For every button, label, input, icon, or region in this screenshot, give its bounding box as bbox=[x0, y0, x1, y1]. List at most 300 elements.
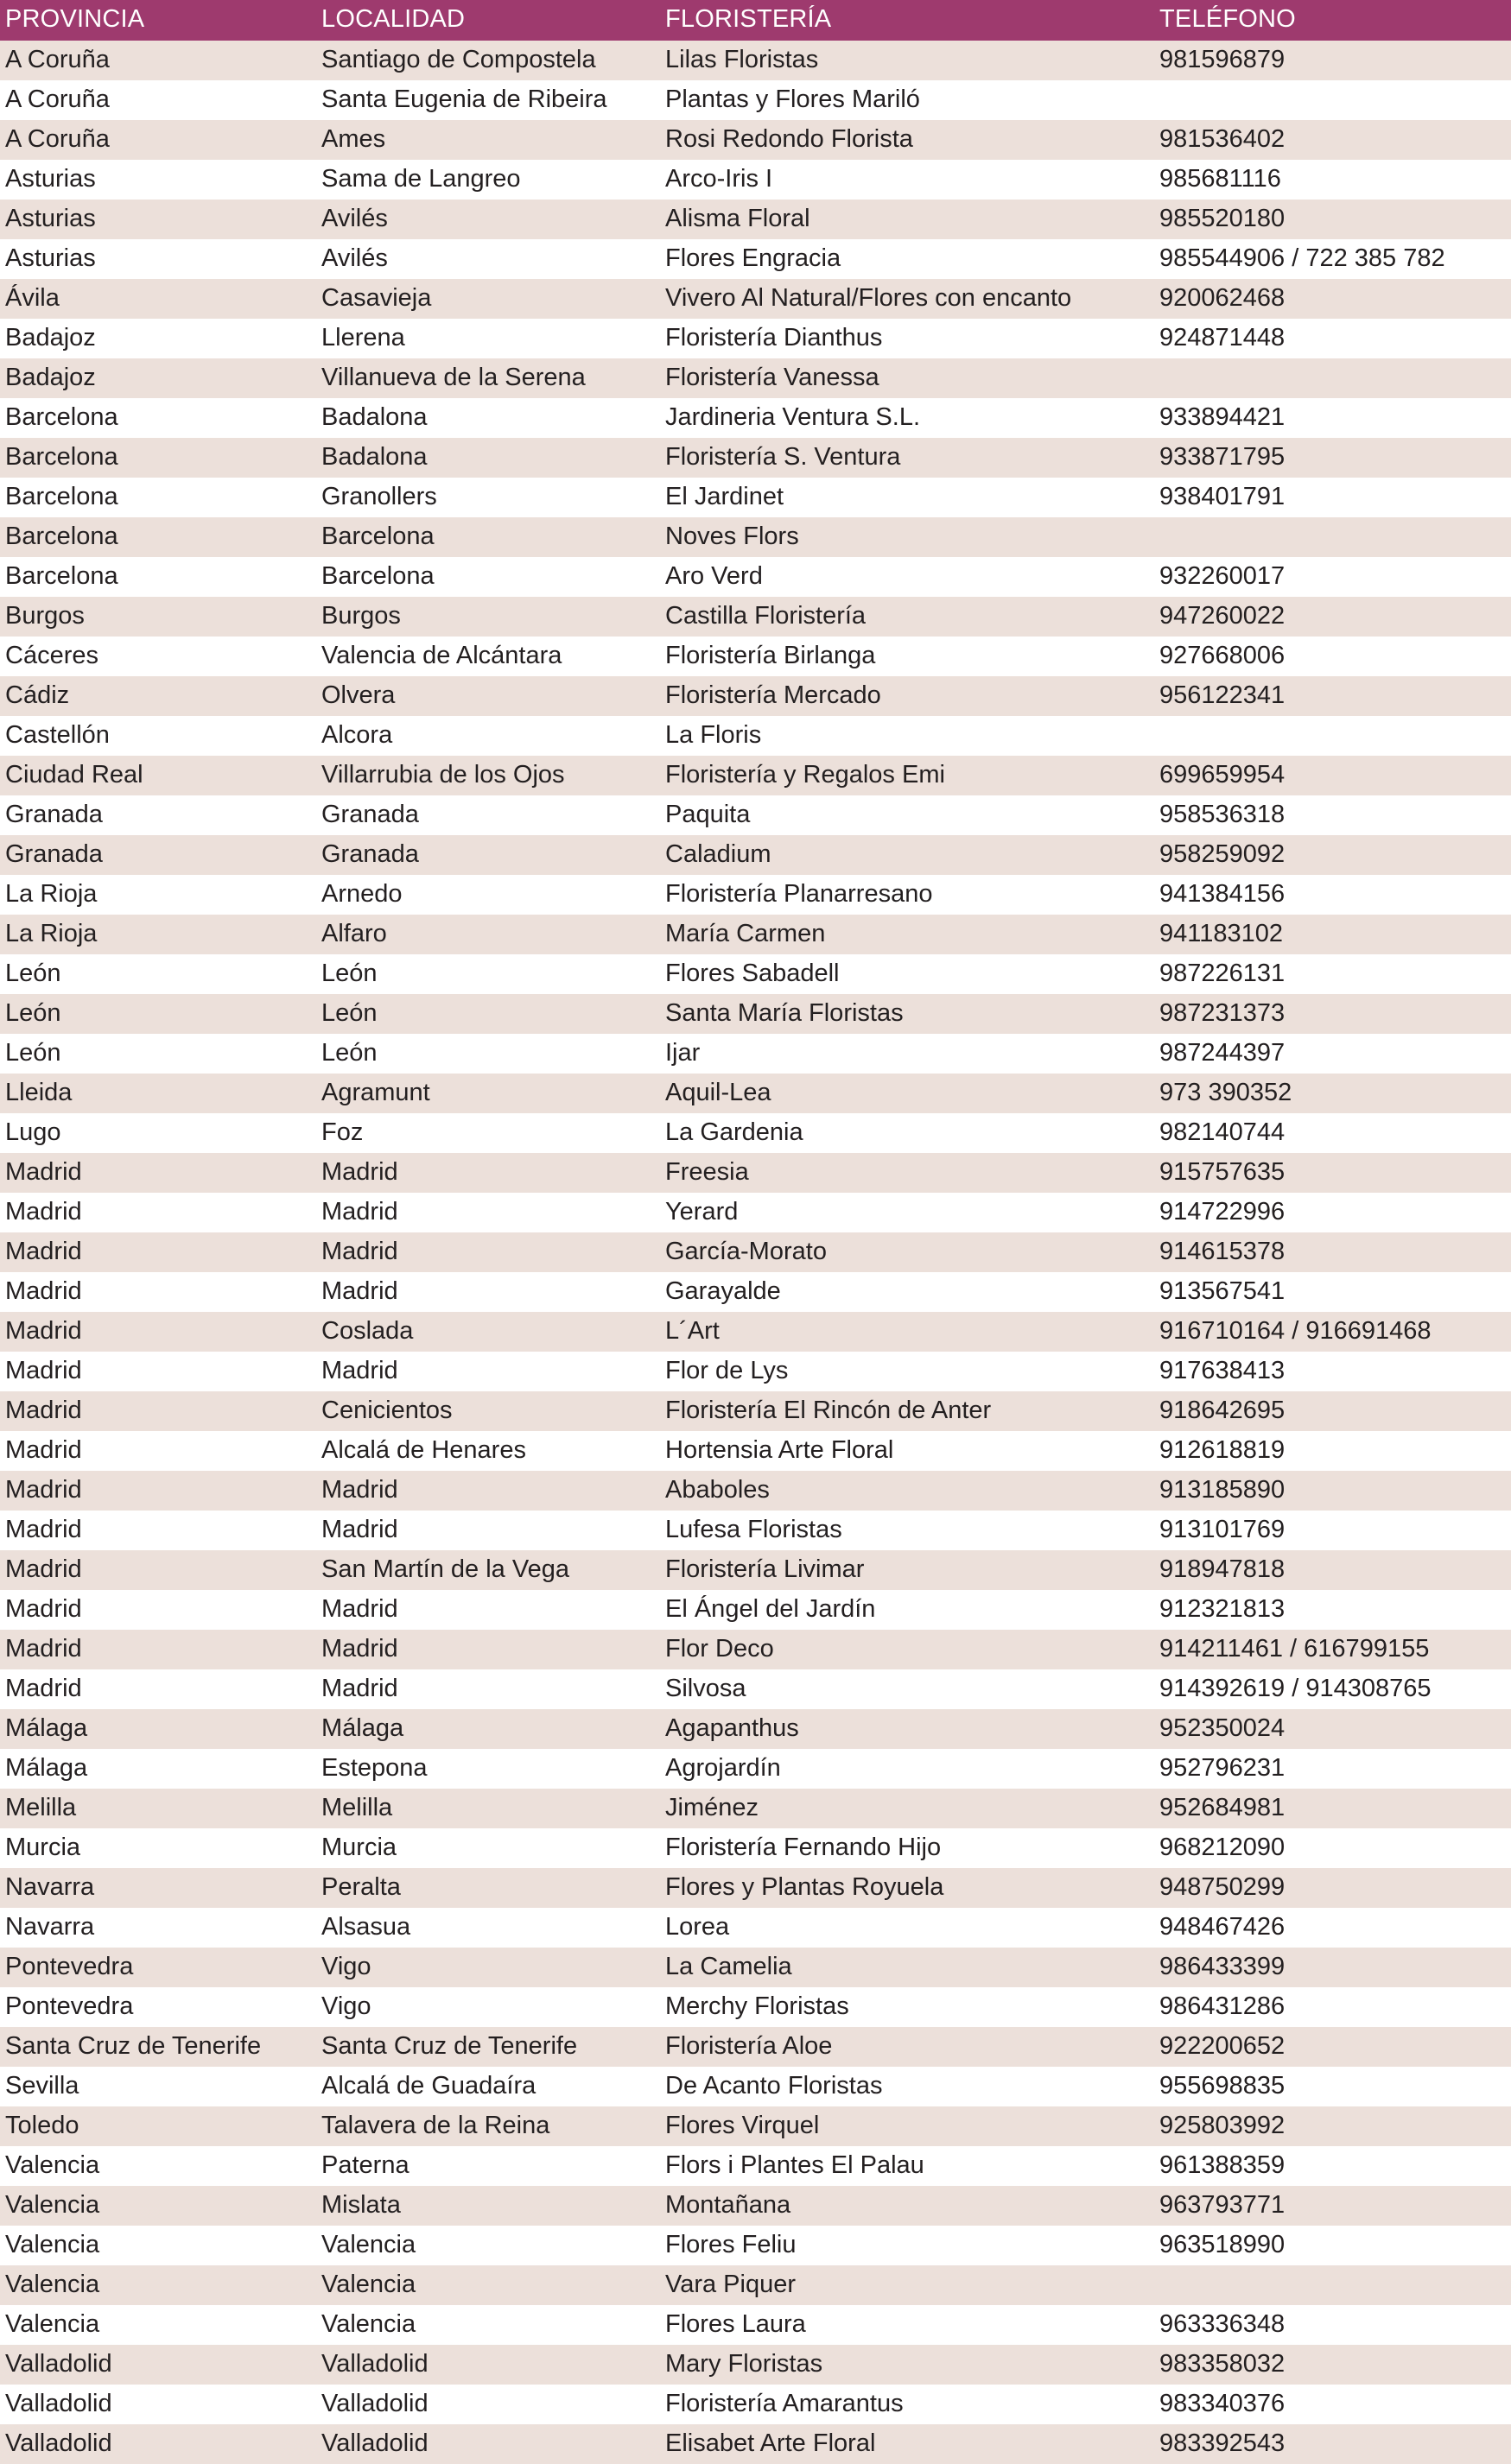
cell-floristeria: García-Morato bbox=[660, 1232, 1154, 1272]
cell-floristeria: Vivero Al Natural/Flores con encanto bbox=[660, 279, 1154, 319]
cell-floristeria: Lufesa Floristas bbox=[660, 1511, 1154, 1550]
cell-floristeria: María Carmen bbox=[660, 915, 1154, 954]
cell-floristeria: Ijar bbox=[660, 1034, 1154, 1074]
cell-floristeria: Flores Engracia bbox=[660, 239, 1154, 279]
cell-provincia: Madrid bbox=[0, 1431, 316, 1471]
cell-floristeria: Alisma Floral bbox=[660, 200, 1154, 239]
cell-floristeria: Paquita bbox=[660, 795, 1154, 835]
cell-localidad: Valencia de Alcántara bbox=[316, 637, 660, 676]
cell-localidad: Avilés bbox=[316, 200, 660, 239]
cell-telefono: 955698835 bbox=[1154, 2067, 1511, 2106]
cell-provincia: Barcelona bbox=[0, 438, 316, 478]
table-row bbox=[0, 1471, 1511, 1511]
table-row bbox=[0, 438, 1511, 478]
table-row bbox=[0, 41, 1511, 80]
cell-telefono: 952796231 bbox=[1154, 1749, 1511, 1789]
cell-floristeria: El Ángel del Jardín bbox=[660, 1590, 1154, 1630]
cell-floristeria: Caladium bbox=[660, 835, 1154, 875]
cell-localidad: Avilés bbox=[316, 239, 660, 279]
cell-provincia: A Coruña bbox=[0, 120, 316, 160]
cell-localidad: Murcia bbox=[316, 1828, 660, 1868]
cell-floristeria: Agapanthus bbox=[660, 1709, 1154, 1749]
cell-telefono: 956122341 bbox=[1154, 676, 1511, 716]
cell-provincia: León bbox=[0, 1034, 316, 1074]
cell-floristeria: L´Art bbox=[660, 1312, 1154, 1352]
table-row bbox=[0, 716, 1511, 756]
table-row bbox=[0, 954, 1511, 994]
cell-provincia: La Rioja bbox=[0, 875, 316, 915]
cell-localidad: Alcalá de Guadaíra bbox=[316, 2067, 660, 2106]
cell-localidad: Estepona bbox=[316, 1749, 660, 1789]
cell-localidad: Valladolid bbox=[316, 2424, 660, 2464]
cell-localidad: Olvera bbox=[316, 676, 660, 716]
cell-floristeria: La Camelia bbox=[660, 1948, 1154, 1987]
cell-provincia: Madrid bbox=[0, 1590, 316, 1630]
cell-telefono: 985544906 / 722 385 782 bbox=[1154, 239, 1511, 279]
cell-floristeria: Aquil-Lea bbox=[660, 1074, 1154, 1113]
cell-provincia: Madrid bbox=[0, 1669, 316, 1709]
cell-provincia: Valencia bbox=[0, 2265, 316, 2305]
cell-provincia: Madrid bbox=[0, 1511, 316, 1550]
table-row bbox=[0, 1948, 1511, 1987]
cell-provincia: Valencia bbox=[0, 2305, 316, 2345]
cell-floristeria: La Floris bbox=[660, 716, 1154, 756]
cell-floristeria: Plantas y Flores Mariló bbox=[660, 80, 1154, 120]
cell-provincia: Barcelona bbox=[0, 478, 316, 517]
table-row bbox=[0, 1352, 1511, 1391]
cell-floristeria: Noves Flors bbox=[660, 517, 1154, 557]
table-row bbox=[0, 120, 1511, 160]
cell-provincia: Valladolid bbox=[0, 2345, 316, 2385]
table-row bbox=[0, 200, 1511, 239]
cell-floristeria: Vara Piquer bbox=[660, 2265, 1154, 2305]
table-row bbox=[0, 2424, 1511, 2464]
cell-provincia: A Coruña bbox=[0, 80, 316, 120]
cell-floristeria: Floristería Aloe bbox=[660, 2027, 1154, 2067]
cell-floristeria: Flores y Plantas Royuela bbox=[660, 1868, 1154, 1908]
cell-localidad: Casavieja bbox=[316, 279, 660, 319]
cell-localidad: Valencia bbox=[316, 2265, 660, 2305]
cell-telefono: 913101769 bbox=[1154, 1511, 1511, 1550]
cell-floristeria: Montañana bbox=[660, 2186, 1154, 2226]
cell-localidad: Alsasua bbox=[316, 1908, 660, 1948]
cell-localidad: Madrid bbox=[316, 1590, 660, 1630]
table-row bbox=[0, 875, 1511, 915]
cell-localidad: León bbox=[316, 954, 660, 994]
table-row bbox=[0, 2067, 1511, 2106]
cell-floristeria: Castilla Floristería bbox=[660, 597, 1154, 637]
table-row bbox=[0, 279, 1511, 319]
table-row bbox=[0, 915, 1511, 954]
table-row bbox=[0, 1550, 1511, 1590]
cell-floristeria: Jiménez bbox=[660, 1789, 1154, 1828]
cell-telefono: 983392543 bbox=[1154, 2424, 1511, 2464]
cell-telefono: 925803992 bbox=[1154, 2106, 1511, 2146]
table-row bbox=[0, 1312, 1511, 1352]
cell-telefono: 912321813 bbox=[1154, 1590, 1511, 1630]
cell-telefono: 958259092 bbox=[1154, 835, 1511, 875]
table-row bbox=[0, 2265, 1511, 2305]
table-row bbox=[0, 1074, 1511, 1113]
cell-telefono: 982140744 bbox=[1154, 1113, 1511, 1153]
cell-telefono: 914211461 / 616799155 bbox=[1154, 1630, 1511, 1669]
table-row bbox=[0, 835, 1511, 875]
table-row bbox=[0, 597, 1511, 637]
cell-floristeria: Flores Virquel bbox=[660, 2106, 1154, 2146]
cell-localidad: Madrid bbox=[316, 1153, 660, 1193]
cell-telefono: 952684981 bbox=[1154, 1789, 1511, 1828]
cell-telefono: 985681116 bbox=[1154, 160, 1511, 200]
table-row bbox=[0, 239, 1511, 279]
cell-telefono: 922200652 bbox=[1154, 2027, 1511, 2067]
cell-localidad: Madrid bbox=[316, 1352, 660, 1391]
table-row bbox=[0, 1113, 1511, 1153]
cell-provincia: Madrid bbox=[0, 1153, 316, 1193]
table-body bbox=[0, 41, 1511, 2464]
table-row bbox=[0, 1153, 1511, 1193]
cell-telefono: 986431286 bbox=[1154, 1987, 1511, 2027]
cell-floristeria: Ababoles bbox=[660, 1471, 1154, 1511]
cell-provincia: Barcelona bbox=[0, 557, 316, 597]
cell-floristeria: Floristería S. Ventura bbox=[660, 438, 1154, 478]
cell-localidad: Madrid bbox=[316, 1193, 660, 1232]
cell-telefono: 938401791 bbox=[1154, 478, 1511, 517]
table-row bbox=[0, 1987, 1511, 2027]
cell-localidad: Valladolid bbox=[316, 2385, 660, 2424]
table-row bbox=[0, 517, 1511, 557]
table-row bbox=[0, 1193, 1511, 1232]
cell-localidad: Ames bbox=[316, 120, 660, 160]
cell-floristeria: Hortensia Arte Floral bbox=[660, 1431, 1154, 1471]
table-row bbox=[0, 319, 1511, 358]
cell-telefono: 913185890 bbox=[1154, 1471, 1511, 1511]
cell-provincia: Sevilla bbox=[0, 2067, 316, 2106]
cell-localidad: Burgos bbox=[316, 597, 660, 637]
cell-provincia: Madrid bbox=[0, 1272, 316, 1312]
cell-localidad: Llerena bbox=[316, 319, 660, 358]
cell-localidad: Vigo bbox=[316, 1948, 660, 1987]
cell-localidad: Granada bbox=[316, 795, 660, 835]
cell-provincia: Barcelona bbox=[0, 517, 316, 557]
cell-localidad: Foz bbox=[316, 1113, 660, 1153]
cell-provincia: Madrid bbox=[0, 1312, 316, 1352]
cell-floristeria: El Jardinet bbox=[660, 478, 1154, 517]
cell-localidad: León bbox=[316, 994, 660, 1034]
cell-floristeria: Flores Sabadell bbox=[660, 954, 1154, 994]
cell-telefono: 912618819 bbox=[1154, 1431, 1511, 1471]
cell-floristeria: Floristería Planarresano bbox=[660, 875, 1154, 915]
cell-telefono: 917638413 bbox=[1154, 1352, 1511, 1391]
table-row bbox=[0, 637, 1511, 676]
cell-floristeria: Jardineria Ventura S.L. bbox=[660, 398, 1154, 438]
cell-provincia: Madrid bbox=[0, 1471, 316, 1511]
cell-provincia: Barcelona bbox=[0, 398, 316, 438]
cell-floristeria: Agrojardín bbox=[660, 1749, 1154, 1789]
cell-telefono: 941384156 bbox=[1154, 875, 1511, 915]
cell-telefono: 918642695 bbox=[1154, 1391, 1511, 1431]
cell-telefono: 932260017 bbox=[1154, 557, 1511, 597]
cell-floristeria: Flors i Plantes El Palau bbox=[660, 2146, 1154, 2186]
cell-localidad: Madrid bbox=[316, 1232, 660, 1272]
cell-provincia: Valencia bbox=[0, 2146, 316, 2186]
cell-floristeria: Floristería Mercado bbox=[660, 676, 1154, 716]
cell-localidad: Sama de Langreo bbox=[316, 160, 660, 200]
cell-floristeria: Floristería Birlanga bbox=[660, 637, 1154, 676]
cell-floristeria: Floristería El Rincón de Anter bbox=[660, 1391, 1154, 1431]
cell-telefono: 947260022 bbox=[1154, 597, 1511, 637]
cell-floristeria: Aro Verd bbox=[660, 557, 1154, 597]
cell-provincia: Madrid bbox=[0, 1352, 316, 1391]
cell-provincia: Valladolid bbox=[0, 2385, 316, 2424]
cell-localidad: Alcalá de Henares bbox=[316, 1431, 660, 1471]
cell-floristeria: Garayalde bbox=[660, 1272, 1154, 1312]
table-row bbox=[0, 398, 1511, 438]
table-row bbox=[0, 1709, 1511, 1749]
cell-localidad: Granada bbox=[316, 835, 660, 875]
cell-provincia: A Coruña bbox=[0, 41, 316, 80]
cell-telefono: 958536318 bbox=[1154, 795, 1511, 835]
cell-localidad: Vigo bbox=[316, 1987, 660, 2027]
cell-telefono: 914615378 bbox=[1154, 1232, 1511, 1272]
cell-telefono: 963518990 bbox=[1154, 2226, 1511, 2265]
cell-provincia: Madrid bbox=[0, 1550, 316, 1590]
cell-telefono: 961388359 bbox=[1154, 2146, 1511, 2186]
cell-provincia: Ávila bbox=[0, 279, 316, 319]
cell-localidad: Agramunt bbox=[316, 1074, 660, 1113]
cell-floristeria: Santa María Floristas bbox=[660, 994, 1154, 1034]
cell-localidad: Madrid bbox=[316, 1669, 660, 1709]
cell-telefono: 916710164 / 916691468 bbox=[1154, 1312, 1511, 1352]
cell-floristeria: Floristería Fernando Hijo bbox=[660, 1828, 1154, 1868]
table-row bbox=[0, 478, 1511, 517]
cell-floristeria: Rosi Redondo Florista bbox=[660, 120, 1154, 160]
cell-localidad: Granollers bbox=[316, 478, 660, 517]
table-row bbox=[0, 1511, 1511, 1550]
cell-provincia: Madrid bbox=[0, 1630, 316, 1669]
cell-provincia: Lugo bbox=[0, 1113, 316, 1153]
table-row bbox=[0, 1669, 1511, 1709]
cell-provincia: Pontevedra bbox=[0, 1948, 316, 1987]
cell-floristeria: La Gardenia bbox=[660, 1113, 1154, 1153]
cell-telefono: 948467426 bbox=[1154, 1908, 1511, 1948]
table-row bbox=[0, 80, 1511, 120]
cell-floristeria: Yerard bbox=[660, 1193, 1154, 1232]
table-row bbox=[0, 1630, 1511, 1669]
cell-telefono: 927668006 bbox=[1154, 637, 1511, 676]
cell-localidad: Madrid bbox=[316, 1511, 660, 1550]
cell-provincia: Badajoz bbox=[0, 319, 316, 358]
cell-provincia: Navarra bbox=[0, 1868, 316, 1908]
cell-floristeria: Flor de Lys bbox=[660, 1352, 1154, 1391]
cell-localidad: Valladolid bbox=[316, 2345, 660, 2385]
cell-localidad: Cenicientos bbox=[316, 1391, 660, 1431]
cell-localidad: Valencia bbox=[316, 2305, 660, 2345]
table-row bbox=[0, 1431, 1511, 1471]
cell-localidad: San Martín de la Vega bbox=[316, 1550, 660, 1590]
column-header-localidad: LOCALIDAD bbox=[316, 0, 660, 41]
cell-telefono: 699659954 bbox=[1154, 756, 1511, 795]
cell-localidad: Badalona bbox=[316, 438, 660, 478]
cell-floristeria: Mary Floristas bbox=[660, 2345, 1154, 2385]
cell-telefono: 983340376 bbox=[1154, 2385, 1511, 2424]
cell-floristeria: Silvosa bbox=[660, 1669, 1154, 1709]
cell-provincia: Granada bbox=[0, 835, 316, 875]
cell-telefono: 913567541 bbox=[1154, 1272, 1511, 1312]
table-row bbox=[0, 2027, 1511, 2067]
cell-floristeria: Freesia bbox=[660, 1153, 1154, 1193]
cell-localidad: Mislata bbox=[316, 2186, 660, 2226]
cell-localidad: Coslada bbox=[316, 1312, 660, 1352]
cell-floristeria: Floristería y Regalos Emi bbox=[660, 756, 1154, 795]
cell-provincia: León bbox=[0, 994, 316, 1034]
table-row bbox=[0, 795, 1511, 835]
cell-telefono: 914722996 bbox=[1154, 1193, 1511, 1232]
table-header bbox=[0, 0, 1511, 41]
cell-telefono: 987226131 bbox=[1154, 954, 1511, 994]
column-header-floristeria: FLORISTERÍA bbox=[660, 0, 1154, 41]
cell-localidad: León bbox=[316, 1034, 660, 1074]
cell-provincia: Madrid bbox=[0, 1232, 316, 1272]
table-row bbox=[0, 1272, 1511, 1312]
cell-localidad: Talavera de la Reina bbox=[316, 2106, 660, 2146]
cell-provincia: Valladolid bbox=[0, 2424, 316, 2464]
cell-telefono: 987231373 bbox=[1154, 994, 1511, 1034]
cell-provincia: Badajoz bbox=[0, 358, 316, 398]
cell-provincia: Valencia bbox=[0, 2226, 316, 2265]
cell-provincia: Castellón bbox=[0, 716, 316, 756]
cell-provincia: Cádiz bbox=[0, 676, 316, 716]
table-row bbox=[0, 1908, 1511, 1948]
cell-localidad: Barcelona bbox=[316, 517, 660, 557]
cell-telefono: 981596879 bbox=[1154, 41, 1511, 80]
cell-localidad: Paterna bbox=[316, 2146, 660, 2186]
cell-floristeria: Arco-Iris I bbox=[660, 160, 1154, 200]
cell-provincia: León bbox=[0, 954, 316, 994]
cell-telefono: 933894421 bbox=[1154, 398, 1511, 438]
table-row bbox=[0, 1749, 1511, 1789]
cell-localidad: Villanueva de la Serena bbox=[316, 358, 660, 398]
cell-telefono: 952350024 bbox=[1154, 1709, 1511, 1749]
cell-telefono: 924871448 bbox=[1154, 319, 1511, 358]
cell-telefono bbox=[1154, 517, 1511, 557]
cell-localidad: Madrid bbox=[316, 1630, 660, 1669]
cell-localidad: Badalona bbox=[316, 398, 660, 438]
table-header-row bbox=[0, 0, 1511, 41]
column-header-provincia: PROVINCIA bbox=[0, 0, 316, 41]
cell-telefono bbox=[1154, 80, 1511, 120]
column-header-telefono: TELÉFONO bbox=[1154, 0, 1511, 41]
table-row bbox=[0, 1590, 1511, 1630]
cell-telefono bbox=[1154, 2265, 1511, 2305]
cell-floristeria: Elisabet Arte Floral bbox=[660, 2424, 1154, 2464]
table-row bbox=[0, 358, 1511, 398]
cell-telefono: 986433399 bbox=[1154, 1948, 1511, 1987]
cell-provincia: Valencia bbox=[0, 2186, 316, 2226]
table-row bbox=[0, 1034, 1511, 1074]
cell-floristeria: Flores Feliu bbox=[660, 2226, 1154, 2265]
table-row bbox=[0, 1828, 1511, 1868]
cell-floristeria: De Acanto Floristas bbox=[660, 2067, 1154, 2106]
cell-floristeria: Floristería Vanessa bbox=[660, 358, 1154, 398]
cell-telefono: 948750299 bbox=[1154, 1868, 1511, 1908]
cell-telefono: 968212090 bbox=[1154, 1828, 1511, 1868]
cell-localidad: Madrid bbox=[316, 1471, 660, 1511]
cell-provincia: La Rioja bbox=[0, 915, 316, 954]
cell-telefono bbox=[1154, 716, 1511, 756]
cell-provincia: Melilla bbox=[0, 1789, 316, 1828]
cell-floristeria: Floristería Livimar bbox=[660, 1550, 1154, 1590]
cell-localidad: Peralta bbox=[316, 1868, 660, 1908]
table-row bbox=[0, 2345, 1511, 2385]
table-row bbox=[0, 160, 1511, 200]
table-row bbox=[0, 2226, 1511, 2265]
cell-localidad: Alcora bbox=[316, 716, 660, 756]
table-row bbox=[0, 2106, 1511, 2146]
table-row bbox=[0, 1789, 1511, 1828]
cell-localidad: Madrid bbox=[316, 1272, 660, 1312]
cell-floristeria: Floristería Amarantus bbox=[660, 2385, 1154, 2424]
table-row bbox=[0, 2385, 1511, 2424]
table-row bbox=[0, 676, 1511, 716]
table-row bbox=[0, 557, 1511, 597]
cell-localidad: Santa Cruz de Tenerife bbox=[316, 2027, 660, 2067]
cell-floristeria: Floristería Dianthus bbox=[660, 319, 1154, 358]
cell-localidad: Santa Eugenia de Ribeira bbox=[316, 80, 660, 120]
cell-telefono bbox=[1154, 358, 1511, 398]
cell-provincia: Toledo bbox=[0, 2106, 316, 2146]
table-row bbox=[0, 1868, 1511, 1908]
cell-floristeria: Flores Laura bbox=[660, 2305, 1154, 2345]
cell-provincia: Granada bbox=[0, 795, 316, 835]
cell-localidad: Santiago de Compostela bbox=[316, 41, 660, 80]
cell-provincia: Santa Cruz de Tenerife bbox=[0, 2027, 316, 2067]
cell-floristeria: Flor Deco bbox=[660, 1630, 1154, 1669]
table-row bbox=[0, 2305, 1511, 2345]
cell-telefono: 933871795 bbox=[1154, 438, 1511, 478]
table-row bbox=[0, 1391, 1511, 1431]
table-row bbox=[0, 756, 1511, 795]
cell-telefono: 915757635 bbox=[1154, 1153, 1511, 1193]
cell-provincia: Ciudad Real bbox=[0, 756, 316, 795]
cell-telefono: 983358032 bbox=[1154, 2345, 1511, 2385]
cell-provincia: Asturias bbox=[0, 200, 316, 239]
cell-localidad: Alfaro bbox=[316, 915, 660, 954]
cell-telefono: 963793771 bbox=[1154, 2186, 1511, 2226]
cell-telefono: 987244397 bbox=[1154, 1034, 1511, 1074]
cell-telefono: 918947818 bbox=[1154, 1550, 1511, 1590]
cell-provincia: Navarra bbox=[0, 1908, 316, 1948]
cell-localidad: Melilla bbox=[316, 1789, 660, 1828]
cell-telefono: 973 390352 bbox=[1154, 1074, 1511, 1113]
cell-telefono: 981536402 bbox=[1154, 120, 1511, 160]
cell-localidad: Valencia bbox=[316, 2226, 660, 2265]
cell-floristeria: Lorea bbox=[660, 1908, 1154, 1948]
cell-floristeria: Lilas Floristas bbox=[660, 41, 1154, 80]
cell-provincia: Murcia bbox=[0, 1828, 316, 1868]
table-row bbox=[0, 2146, 1511, 2186]
cell-localidad: Villarrubia de los Ojos bbox=[316, 756, 660, 795]
cell-localidad: Barcelona bbox=[316, 557, 660, 597]
cell-provincia: Asturias bbox=[0, 160, 316, 200]
cell-provincia: Lleida bbox=[0, 1074, 316, 1113]
cell-telefono: 920062468 bbox=[1154, 279, 1511, 319]
table-row bbox=[0, 2186, 1511, 2226]
cell-localidad: Málaga bbox=[316, 1709, 660, 1749]
cell-telefono: 963336348 bbox=[1154, 2305, 1511, 2345]
cell-telefono: 941183102 bbox=[1154, 915, 1511, 954]
cell-provincia: Asturias bbox=[0, 239, 316, 279]
table-row bbox=[0, 994, 1511, 1034]
